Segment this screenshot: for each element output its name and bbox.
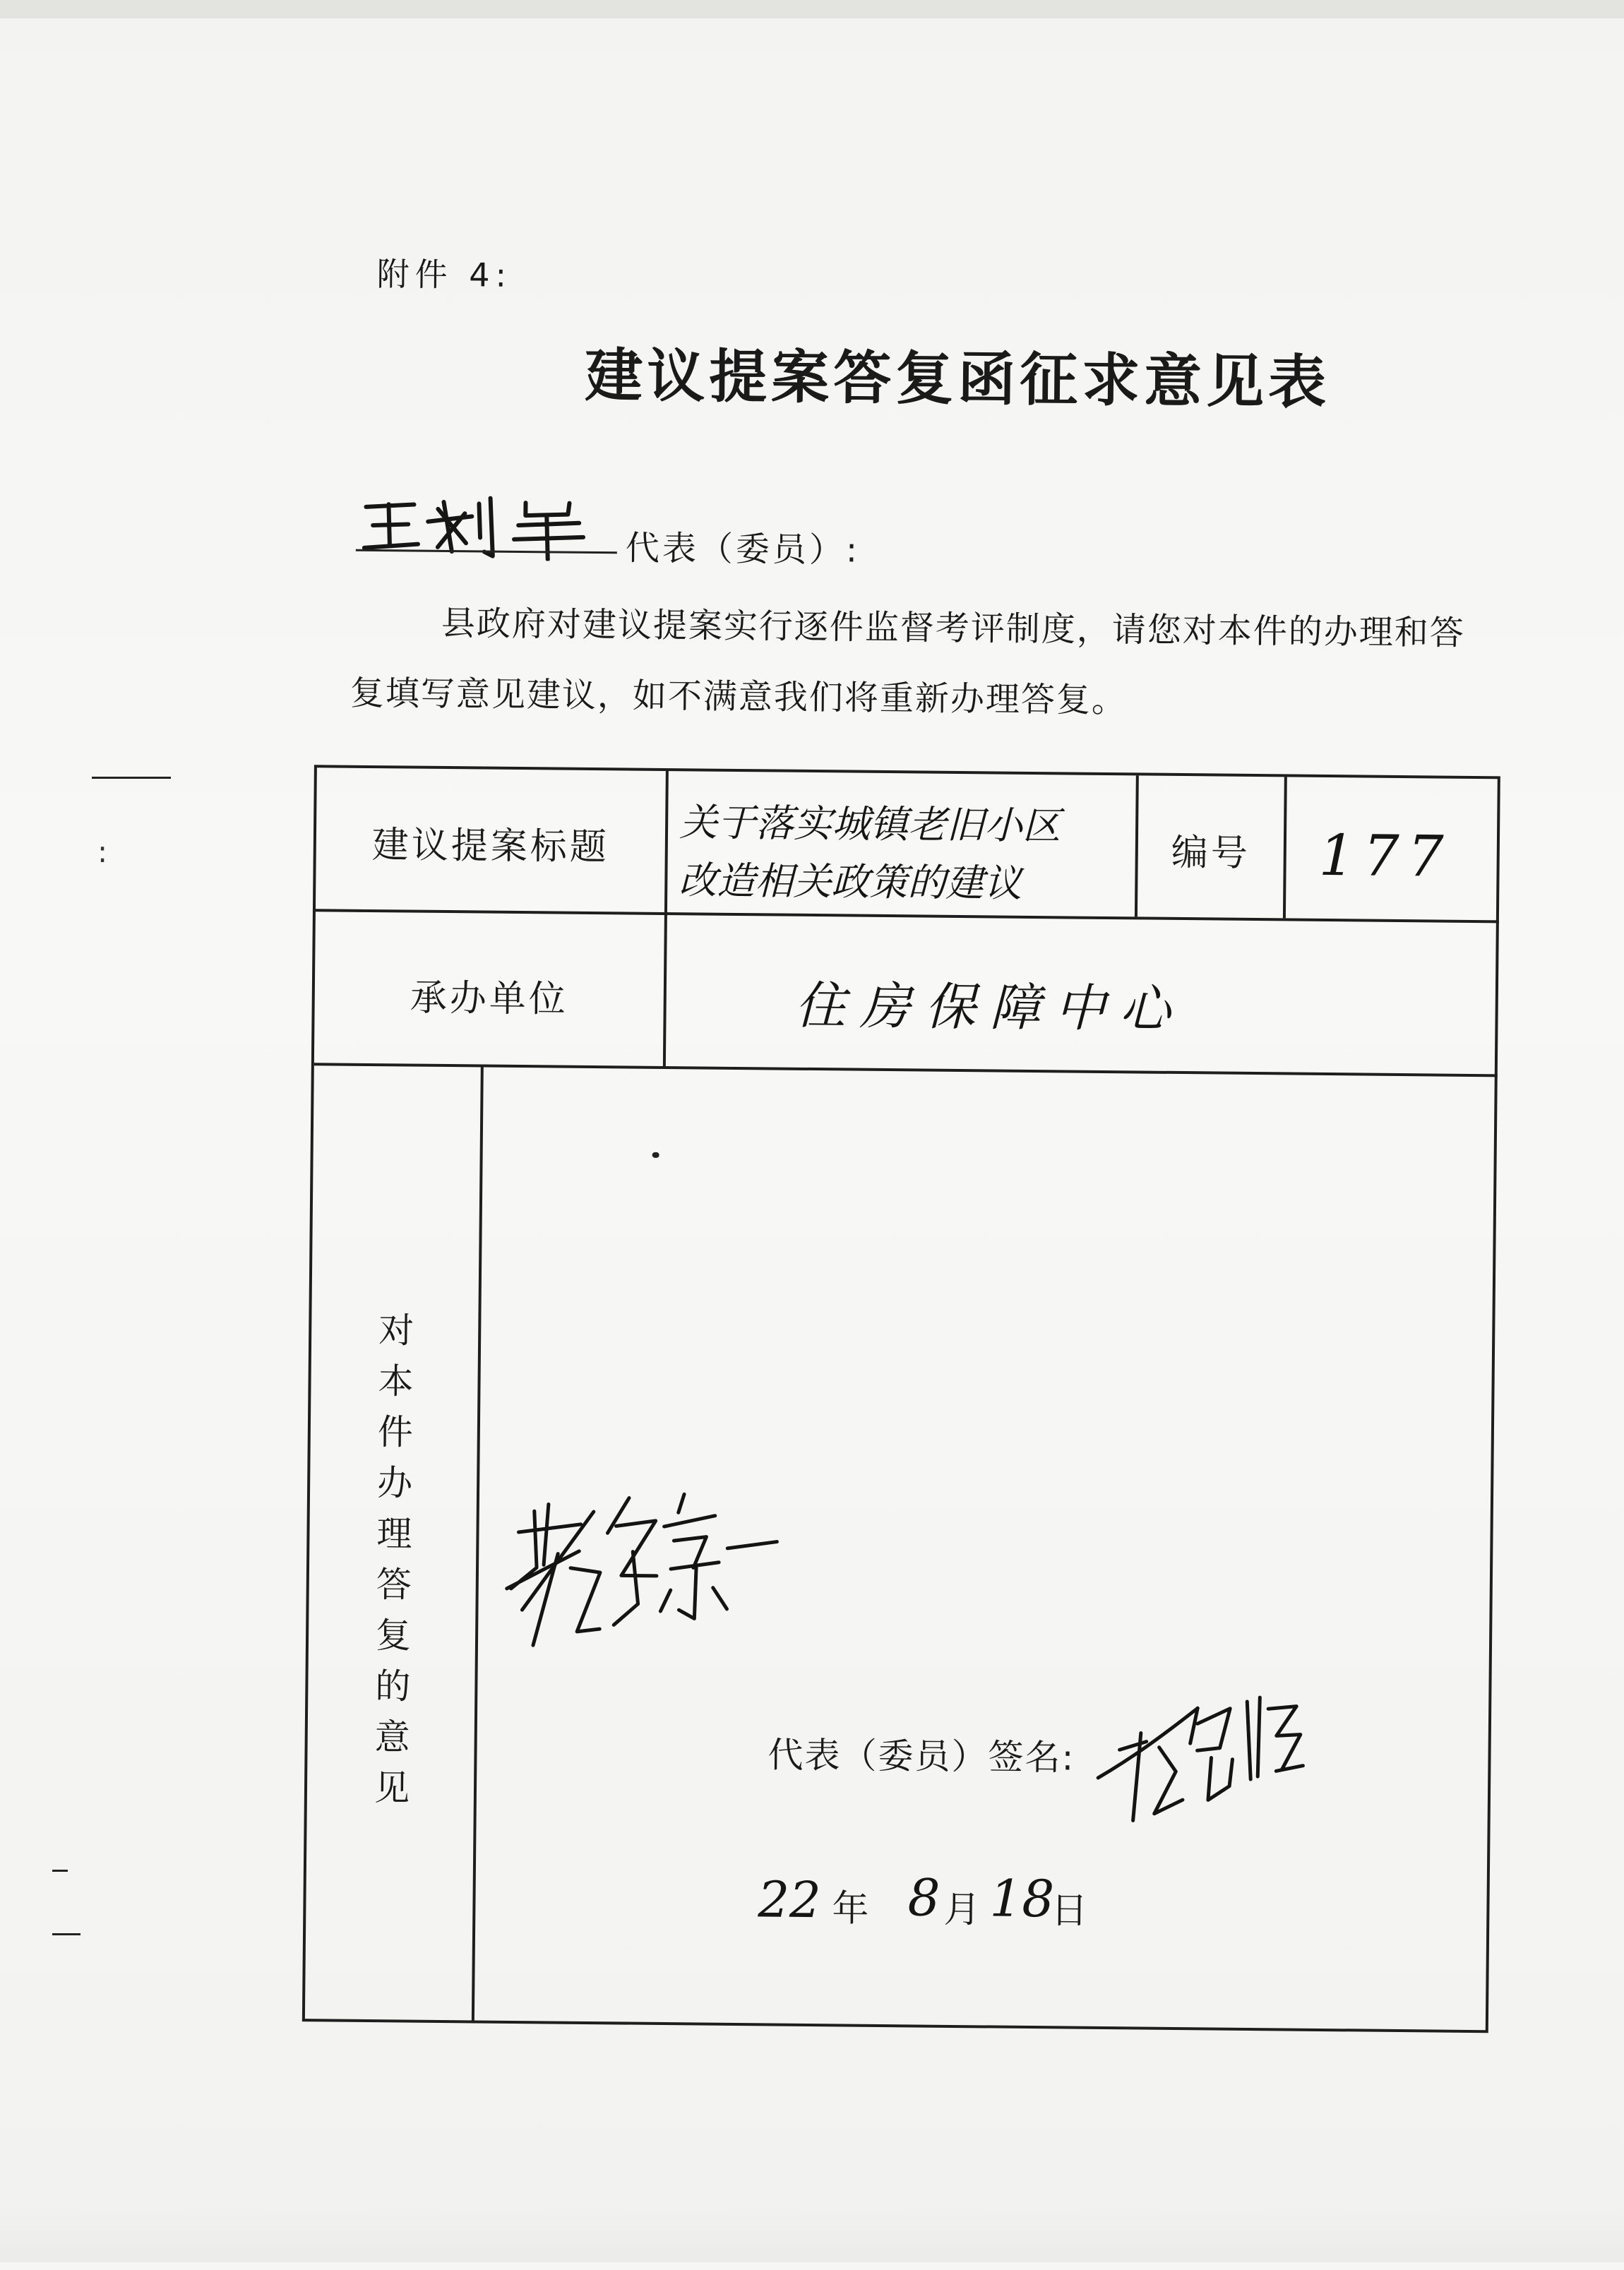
table-rule: [316, 909, 1499, 923]
opinion-label-char: 意: [374, 1716, 410, 1758]
opinion-label-char: 办: [376, 1462, 413, 1504]
handling-unit-label: 承办单位: [410, 976, 569, 1021]
scan-bottom-shade: [0, 2203, 1624, 2262]
date-year-value: 22: [758, 1870, 821, 1930]
table-rule: [663, 771, 669, 1066]
margin-glyph: :: [97, 835, 108, 869]
intro-text: 县政府对建议提案实行逐件监督考评制度，请您对本件的办理和答复填写意见建议，如不满意我们将重新办理答复。: [350, 603, 1466, 721]
opinion-label-char: 本: [378, 1361, 414, 1402]
date-year-unit: 年: [832, 1887, 869, 1930]
date-day-value: 18: [989, 1868, 1055, 1929]
date-month-value: 8: [907, 1868, 941, 1928]
number-value: 177: [1318, 822, 1452, 890]
opinion-label-char: 复: [375, 1615, 412, 1656]
table-rule: [472, 1064, 484, 2023]
opinion-label: [321, 1304, 467, 1814]
date-month-unit: 月: [943, 1888, 981, 1932]
table-rule: [314, 1063, 1498, 1077]
addressee-suffix: 代表（委员）:: [625, 528, 861, 571]
handling-unit-value: 住房保障中心: [794, 975, 1186, 1039]
opinion-label-char: 对: [378, 1310, 414, 1351]
opinion-form-table: [302, 765, 1500, 2033]
attachment-label: 附件 4:: [376, 255, 513, 294]
proposal-title-label: 建议提案标题: [371, 824, 610, 869]
opinion-label-char: 件: [377, 1411, 414, 1453]
proposal-title-value-line1: 关于落实城镇老旧小区: [679, 800, 1061, 849]
date-day-unit: 日: [1051, 1889, 1088, 1933]
opinion-handwriting: [494, 1483, 792, 1669]
signature-handwriting: [1090, 1679, 1346, 1836]
signature-label: 代表（委员）签名:: [768, 1734, 1075, 1779]
form-title: 建议提案答复函征求意见表: [584, 342, 1331, 417]
opinion-label-char: 见: [374, 1767, 410, 1809]
number-label: 编号: [1171, 831, 1251, 875]
proposal-title-value-line2: 改造相关政策的建议: [679, 858, 1022, 906]
opinion-label-char: 答: [376, 1564, 412, 1606]
ink-dot: [652, 1152, 659, 1158]
opinion-label-char: 理: [376, 1513, 412, 1555]
opinion-label-char: 的: [375, 1666, 411, 1707]
